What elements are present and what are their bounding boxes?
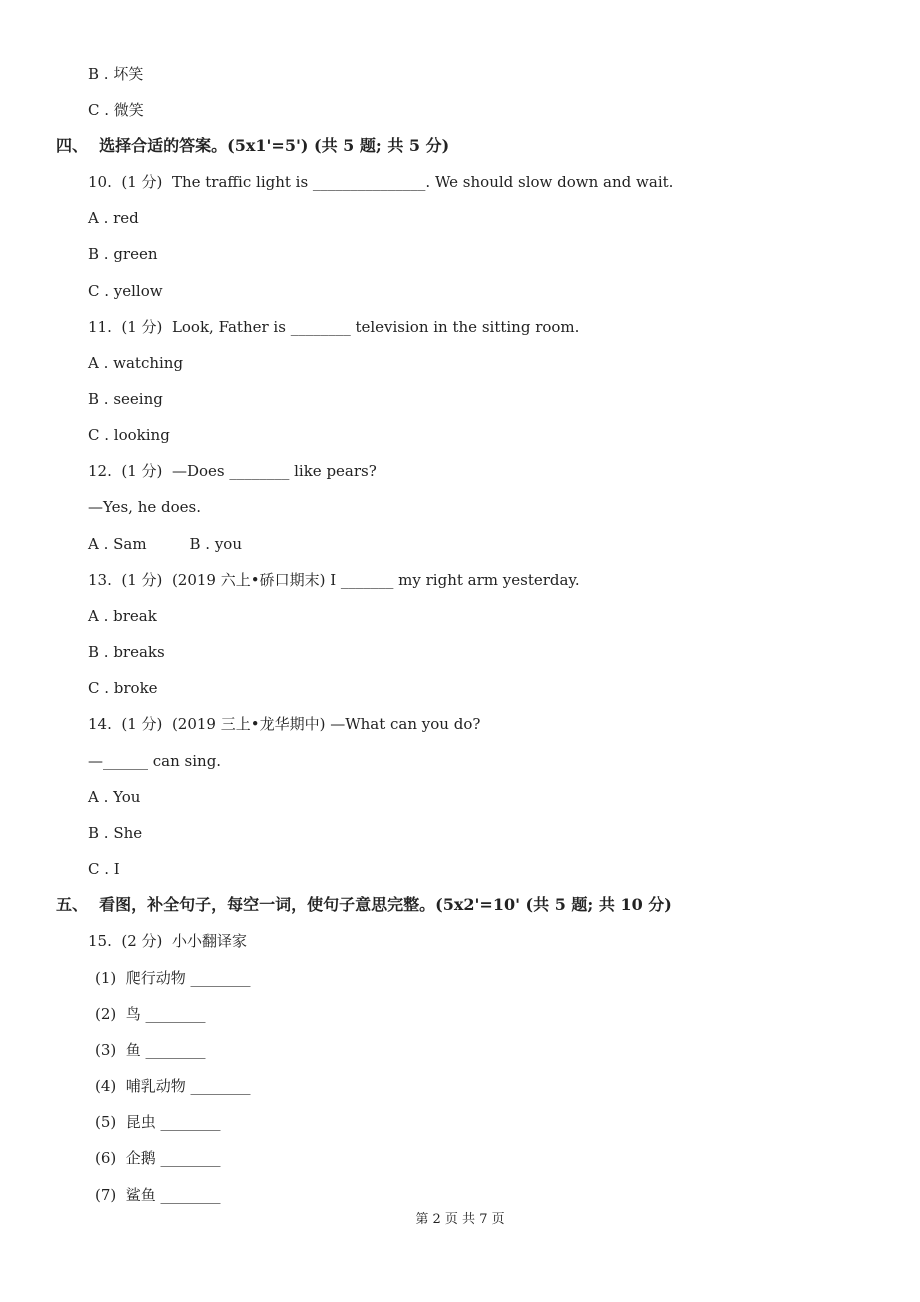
q14-option-c: C . I <box>88 860 120 878</box>
question-15-stem: 15. (2 分) 小小翻译家 <box>88 932 247 950</box>
q15-item-5: (5) 昆虫 ________ <box>95 1113 221 1131</box>
q11-option-c: C . looking <box>88 426 170 444</box>
q13-option-b: B . breaks <box>88 643 165 661</box>
q13-option-a: A . break <box>88 607 157 625</box>
q10-option-a: A . red <box>88 209 139 227</box>
q15-item-7: (7) 鲨鱼 ________ <box>95 1186 221 1204</box>
section-4-title: 四、 选择合适的答案。(5x1'=5') (共 5 题; 共 5 分) <box>56 136 450 155</box>
q12-options: A . Sam B . you <box>88 535 242 553</box>
q10-option-c: C . yellow <box>88 282 163 300</box>
section-5-title: 五、 看图，补全句子，每空一词，使句子意思完整。(5x2'=10' (共 5 题; 共 10 分) <box>56 895 672 914</box>
q15-item-3: (3) 鱼 ________ <box>95 1041 206 1059</box>
q11-option-b: B . seeing <box>88 390 163 408</box>
q11-option-a: A . watching <box>88 354 184 372</box>
question-13-stem: 13. (1 分) (2019 六上•硚口期末) I _______ my right arm yesterday. <box>88 571 580 589</box>
q10-option-b: B . green <box>88 245 158 263</box>
q13-option-c: C . broke <box>88 679 158 697</box>
q14-reply: —______ can sing. <box>88 752 222 770</box>
q15-item-1: (1) 爬行动物 ________ <box>95 969 251 987</box>
question-12-stem: 12. (1 分) —Does ________ like pears? <box>88 462 377 480</box>
question-14-stem: 14. (1 分) (2019 三上•龙华期中) —What can you do? <box>88 715 481 733</box>
q14-option-a: A . You <box>88 788 141 806</box>
q15-item-6: (6) 企鹅 ________ <box>95 1149 221 1167</box>
option-c: C . 微笑 <box>88 101 144 119</box>
q15-item-2: (2) 鸟 ________ <box>95 1005 206 1023</box>
q15-item-4: (4) 哺乳动物 ________ <box>95 1077 251 1095</box>
option-b: B . 坏笑 <box>88 65 144 83</box>
q12-reply: —Yes, he does. <box>88 498 201 516</box>
page-footer: 第 2 页 共 7 页 <box>415 1212 505 1227</box>
q14-option-b: B . She <box>88 824 143 842</box>
question-10-stem: 10. (1 分) The traffic light is _______________. We should slow down and wait. <box>88 173 674 191</box>
question-11-stem: 11. (1 分) Look, Father is ________ television in the sitting room. <box>88 318 580 336</box>
